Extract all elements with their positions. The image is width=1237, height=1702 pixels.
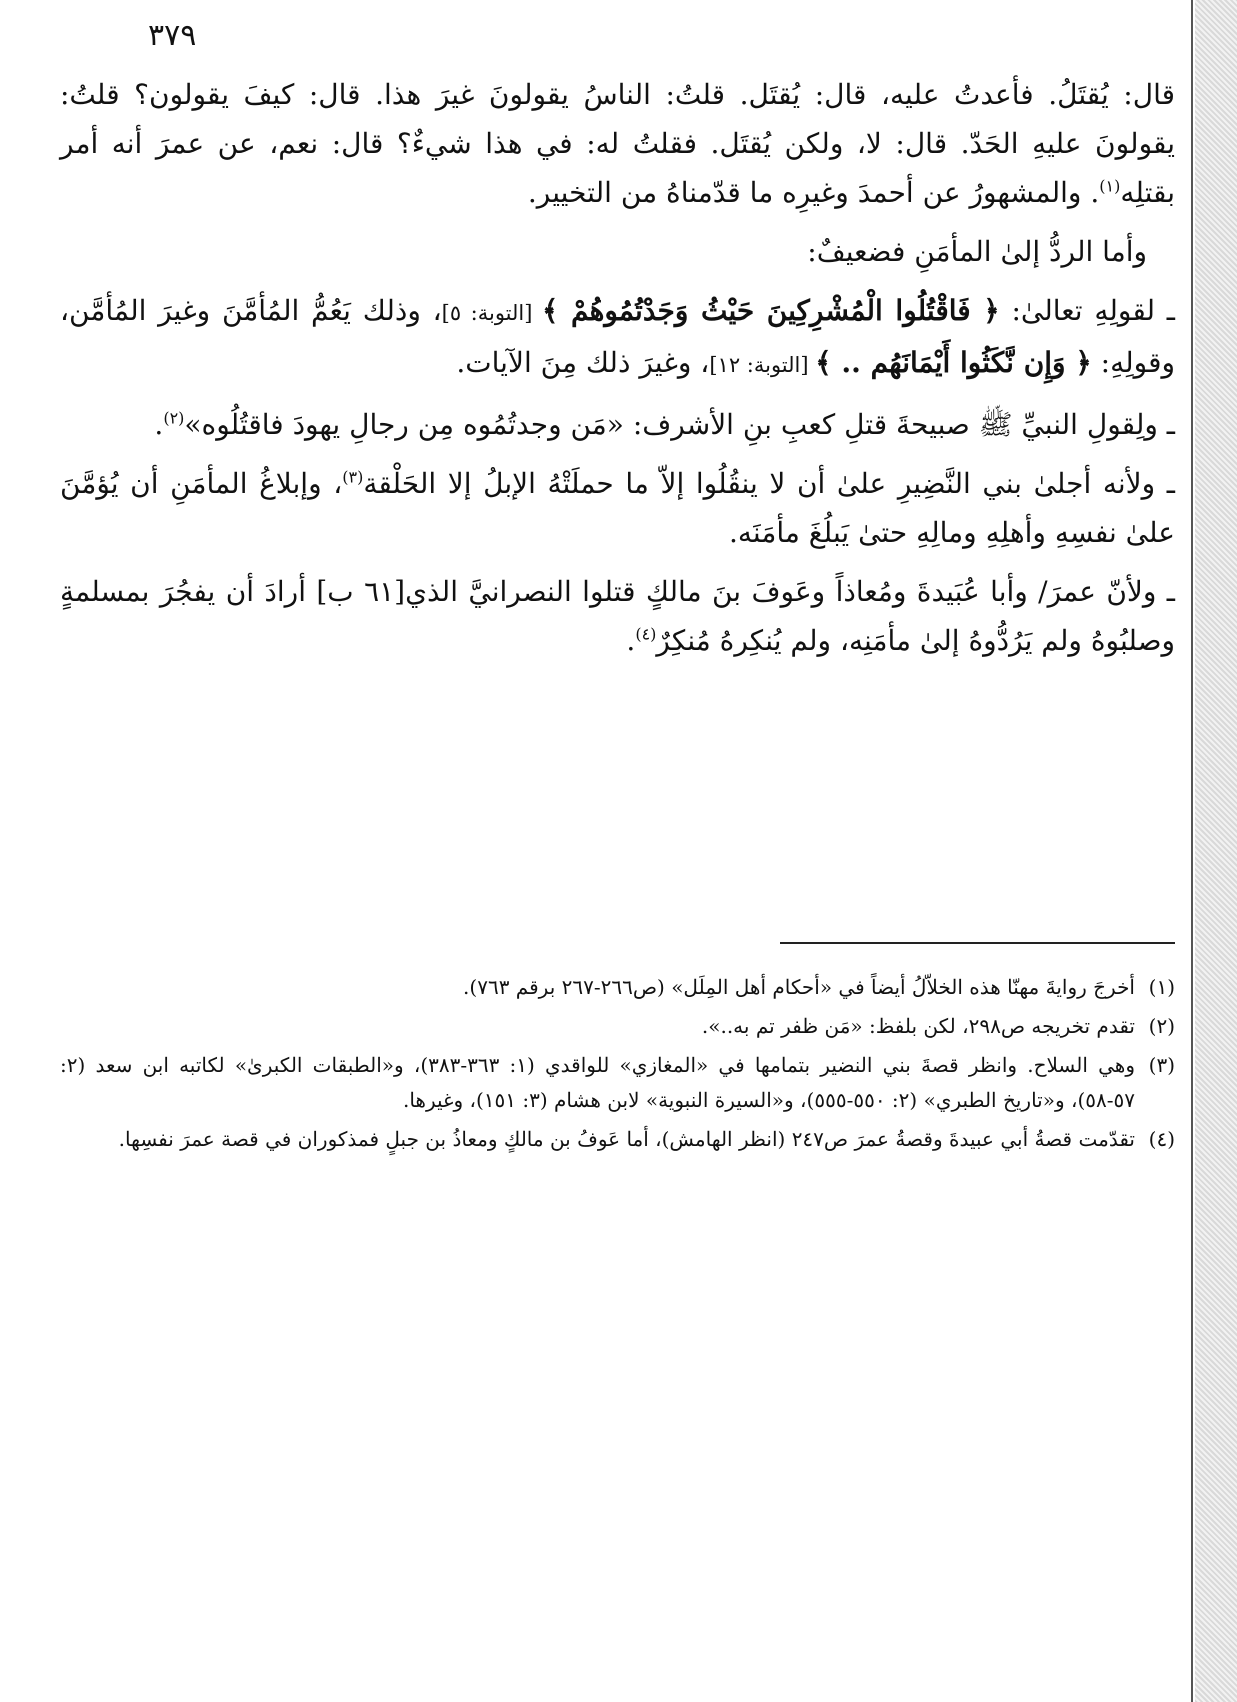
footnote-number: (٣) <box>1148 1053 1175 1077</box>
footnote-text: وهي السلاح. وانظر قصةَ بني النضير بتمامها في «المغازي» للواقدي (١: ٣٦٣-٣٨٣)، و«الطبقات الكبرىٰ» لكاتبه ابن سعد (٢: ٥٧-٥٨)، و«تاريخ الطبري» (٢: ٥٥٠-٥٥٥)، و«السيرة النبوية» لابن هشام (٣: ١٥١)، وغيرها. <box>60 1053 1135 1112</box>
quran-verse-2: ﴿ وَإِن نَّكَثُوا أَيْمَانَهُم .. ﴾ <box>815 346 1092 379</box>
footnote-3 <box>60 1048 1175 1118</box>
footnote-ref-4: (٤) <box>635 624 657 644</box>
paragraph-5: ـ ولأنه أجلىٰ بني النَّضِيرِ علىٰ أن لا ينقُلُوا إلاّ ما حملَتْهُ الإبلُ إلا الحَلْقة$^{(٣)}$، وإبلاغُ المأمَنِ أن يُؤمَّنَ علىٰ نفسِهِ وأهلِهِ ومالِهِ حتىٰ يَبلُغَ مأمَنَه. <box>60 467 1175 549</box>
footnote-2 <box>60 1009 1175 1044</box>
verse-ref-2: [التوبة: ١٢] <box>709 353 816 377</box>
footnotes <box>60 970 1175 1161</box>
paragraph-1: قال: يُقتَلُ. فأعدتُ عليه، قال: يُقتَل. قلتُ: الناسُ يقولونَ غيرَ هذا. قال: كيفَ يقولون؟ قلتُ: يقولونَ عليهِ الحَدّ. قال: لا، ولكن يُقتَل. فقلتُ له: في هذا شيءٌ؟ قال: نعم، عن عمرَ أنه أمر بقتلِه$^{(١)}$. والمشهورُ عن أحمدَ وغيرِه ما قدّمناهُ من التخيير. <box>60 78 1175 209</box>
page-number: ٣٧٩ <box>148 18 197 53</box>
paragraph-6: ـ ولأنّ عمرَ/ وأبا عُبَيدةَ ومُعاذاً وعَوفَ بنَ مالكٍ قتلوا النصرانيَّ الذي[٦١ ب] أرادَ أن يفجُرَ بمسلمةٍ وصلبُوهُ ولم يَرُدُّوهُ إلىٰ مأمَنِه، ولم يُنكِرهُ مُنكِرٌ$^{(٤)}$. <box>60 575 1175 657</box>
verse-ref-1: [التوبة: ٥] <box>441 301 542 325</box>
quran-verse-1: ﴿ فَاقْتُلُوا الْمُشْرِكِينَ حَيْثُ وَجَدْتُمُوهُمْ ﴾ <box>541 294 1000 327</box>
paragraph-3: ـ لقولِهِ تعالىٰ: ﴿ فَاقْتُلُوا الْمُشْرِكِينَ حَيْثُ وَجَدْتُمُوهُمْ ﴾ [التوبة: ٥]، وذلك يَعُمُّ المُأمَّنَ وغيرَ المُأمَّن، وقولِهِ: ﴿ وَإِن نَّكَثُوا أَيْمَانَهُم .. ﴾ [التوبة: ١٢]، وغيرَ ذلك مِنَ الآيات. <box>60 294 1175 379</box>
footnote-4 <box>60 1122 1175 1157</box>
footnote-text: أخرجَ روايةَ مهنّا هذه الخلاّلُ أيضاً في «أحكام أهل المِلَل» (ص٢٦٦-٢٦٧ برقم ٧٦٣). <box>463 975 1135 999</box>
footnote-1 <box>60 970 1175 1005</box>
footnote-number: (٤) <box>1148 1127 1175 1151</box>
binding-line <box>1191 0 1193 1702</box>
footnote-separator <box>780 942 1175 944</box>
paragraph-4: ـ ولِقولِ النبيِّ ﷺ صبيحةَ قتلِ كعبِ بنِ الأشرف: «مَن وجدتُمُوه مِن رجالِ يهودَ فاقتُلُوه»$^{(٢)}$. <box>154 408 1175 441</box>
main-text <box>60 70 1175 665</box>
footnote-number: (٢) <box>1148 1014 1175 1038</box>
footnote-number: (١) <box>1148 975 1175 999</box>
footnote-text: تقدّمت قصةُ أبي عبيدةَ وقصةُ عمرَ ص٢٤٧ (انظر الهامش)، أما عَوفُ بن مالكٍ ومعاذُ بن جبلٍ فمذكوران في قصة عمرَ نفسِها. <box>118 1127 1135 1151</box>
footnote-ref-1: (١) <box>1099 176 1121 196</box>
scan-gutter <box>1195 0 1237 1702</box>
footnote-ref-2: (٢) <box>163 408 185 428</box>
footnote-ref-3: (٣) <box>342 467 364 487</box>
paragraph-2: وأما الردُّ إلىٰ المأمَنِ فضعيفٌ: <box>807 235 1147 268</box>
footnote-text: تقدم تخريجه ص٢٩٨، لكن بلفظ: «مَن ظفر تم به..». <box>701 1014 1135 1038</box>
